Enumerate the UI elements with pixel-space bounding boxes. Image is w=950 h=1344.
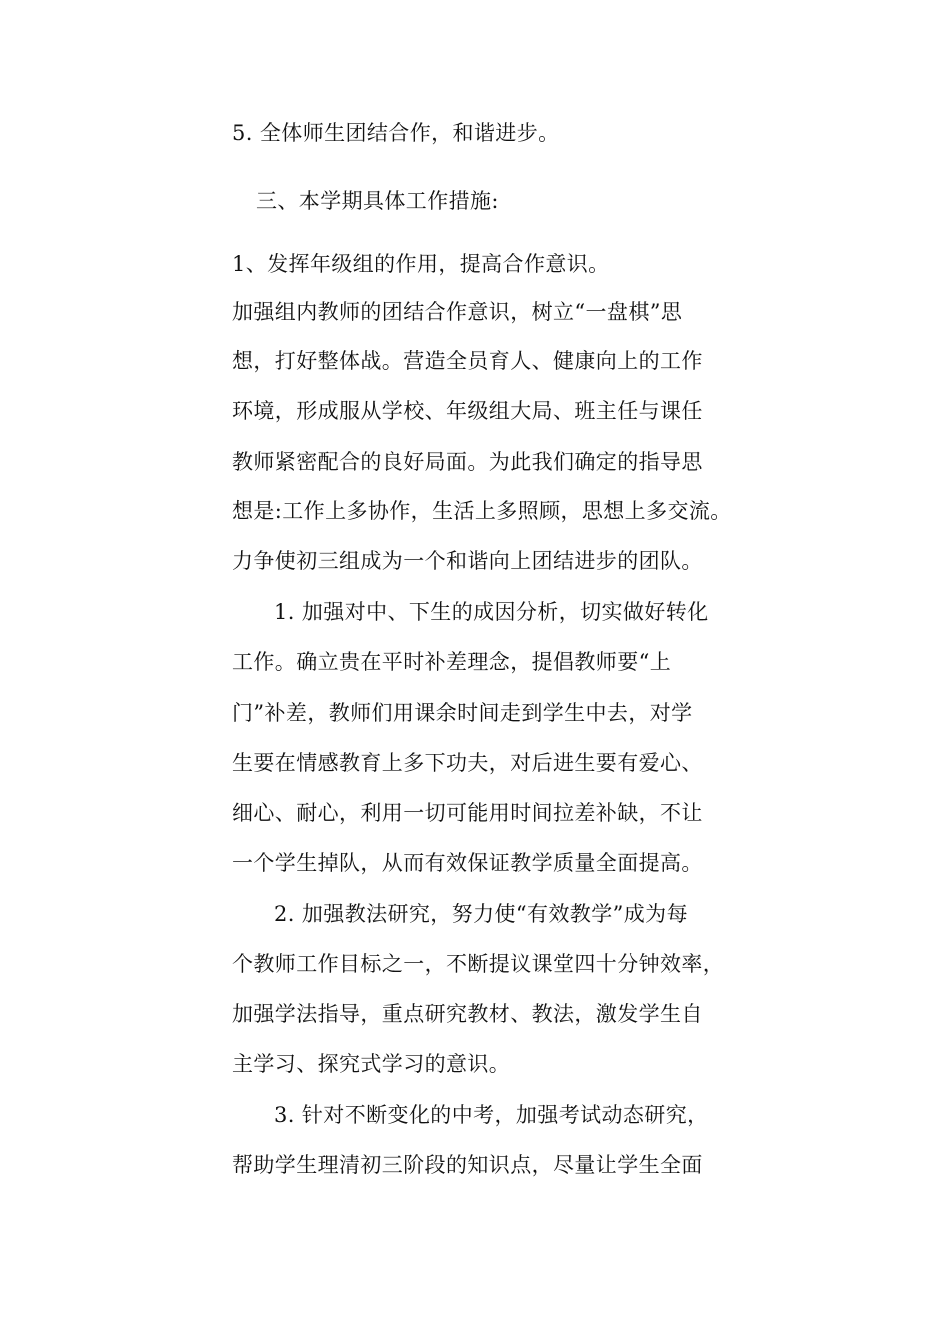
- text-line-4: 加强组内教师的团结合作意识，树立“一盘棋”思: [232, 300, 683, 324]
- text-line-16: 2. 加强教法研究，努力使“有效教学”成为每: [274, 902, 688, 926]
- text-line-13: 生要在情感教育上多下功夫，对后进生要有爱心、: [232, 751, 703, 775]
- text-line-12: 门”补差，教师们用课余时间走到学生中去，对学: [232, 701, 693, 725]
- text-line-11: 工作。确立贵在平时补差理念，提倡教师要“上: [232, 650, 672, 674]
- text-line-3: 1、发挥年级组的作用，提高合作意识。: [232, 252, 610, 276]
- text-line-19: 主学习、探究式学习的意识。: [232, 1052, 511, 1076]
- text-line-10: 1. 加强对中、下生的成因分析，切实做好转化: [274, 600, 709, 624]
- text-line-17: 个教师工作目标之一，不断提议课堂四十分钟效率，: [232, 952, 725, 976]
- section-heading: 三、本学期具体工作措施:: [256, 189, 499, 213]
- text-line-9: 力争使初三组成为一个和谐向上团结进步的团队。: [232, 549, 703, 573]
- text-line-1: 5. 全体师生团结合作，和谐进步。: [232, 121, 560, 145]
- text-line-18: 加强学法指导，重点研究教材、教法，激发学生自: [232, 1002, 703, 1026]
- text-line-15: 一个学生掉队，从而有效保证教学质量全面提高。: [232, 851, 703, 875]
- text-line-7: 教师紧密配合的良好局面。为此我们确定的指导思: [232, 450, 703, 474]
- text-line-8: 想是:工作上多协作，生活上多照顾，思想上多交流。: [232, 499, 732, 523]
- text-line-6: 环境，形成服从学校、年级组大局、班主任与课任: [232, 399, 703, 423]
- text-line-20: 3. 针对不断变化的中考，加强考试动态研究，: [274, 1103, 709, 1127]
- text-line-21: 帮助学生理清初三阶段的知识点，尽量让学生全面: [232, 1153, 703, 1177]
- text-line-14: 细心、耐心，利用一切可能用时间拉差补缺，不让: [232, 801, 703, 825]
- text-line-5: 想，打好整体战。营造全员育人、健康向上的工作: [232, 349, 703, 373]
